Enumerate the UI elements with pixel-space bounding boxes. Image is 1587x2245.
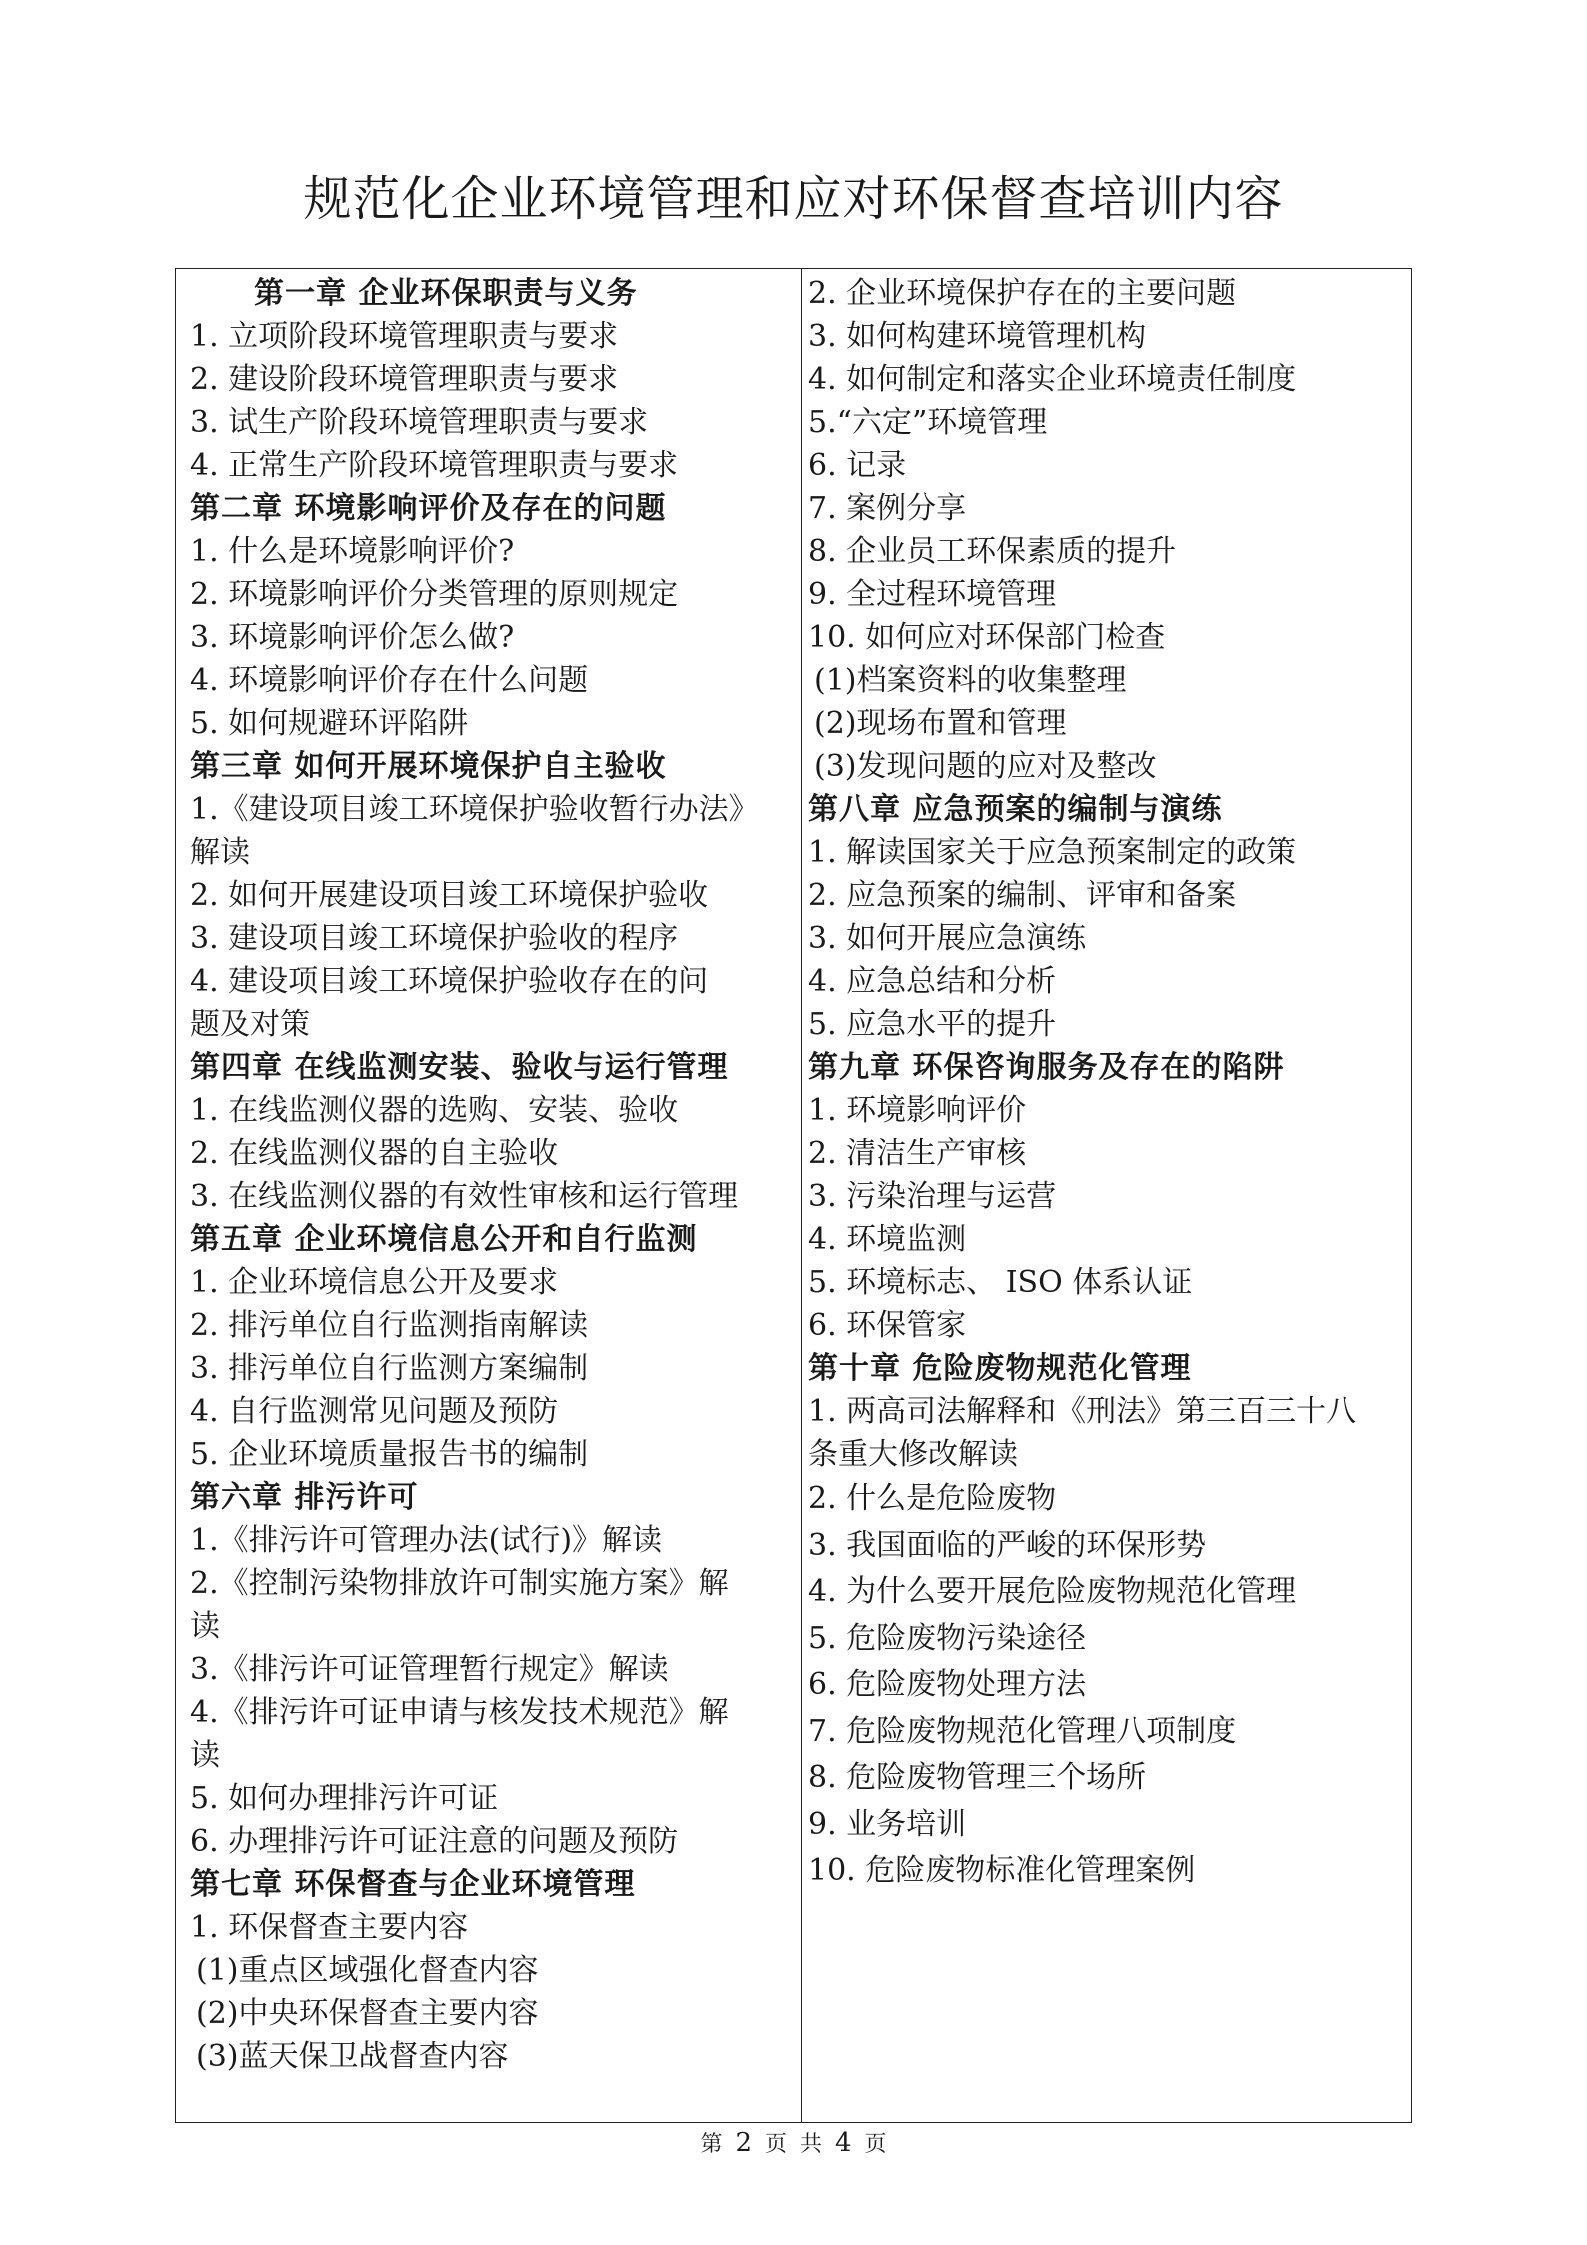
list-item: 9. 业务培训 <box>808 1806 967 1842</box>
footer-middle: 页 共 <box>765 2132 822 2157</box>
list-item: 4. 正常生产阶段环境管理职责与要求 <box>190 448 679 483</box>
list-item: 1. 在线监测仪器的选购、安装、验收 <box>190 1093 679 1128</box>
list-item: 读 <box>190 1738 220 1773</box>
chapter-heading: 第六章 排污许可 <box>190 1480 419 1515</box>
total-page-number: 4 <box>835 2128 852 2158</box>
chapter-heading: 第三章 如何开展环境保护自主验收 <box>190 749 667 784</box>
list-item: 4. 建设项目竣工环境保护验收存在的问 <box>190 964 709 999</box>
current-page-number: 2 <box>735 2128 752 2158</box>
list-item: 3. 环境影响评价怎么做? <box>190 620 515 655</box>
footer-suffix: 页 <box>864 2132 887 2157</box>
list-item: 4.《排污许可证申请与核发技术规范》解 <box>190 1695 729 1730</box>
list-item: 4. 如何制定和落实企业环境责任制度 <box>808 362 1297 397</box>
list-item: 2. 建设阶段环境管理职责与要求 <box>190 362 619 397</box>
list-item: 3. 我国面临的严峻的环保形势 <box>808 1527 1207 1563</box>
list-item: 7. 案例分享 <box>808 491 967 526</box>
sub-item: (2)现场布置和管理 <box>814 706 1067 741</box>
list-item: 1. 企业环境信息公开及要求 <box>190 1265 559 1300</box>
list-item: 2. 什么是危险废物 <box>808 1481 1057 1516</box>
list-item: 6. 环保管家 <box>808 1308 967 1343</box>
list-item: 3. 在线监测仪器的有效性审核和运行管理 <box>190 1179 739 1214</box>
list-item: 3. 建设项目竣工环境保护验收的程序 <box>190 921 679 956</box>
right-column <box>808 272 1408 1895</box>
list-item: 1. 立项阶段环境管理职责与要求 <box>190 319 619 354</box>
list-item: 8. 危险废物管理三个场所 <box>808 1760 1147 1795</box>
list-item: 5. 企业环境质量报告书的编制 <box>190 1437 589 1472</box>
column-divider <box>801 268 802 2123</box>
chapter-heading: 第十章 危险废物规范化管理 <box>808 1351 1192 1386</box>
list-item: 2. 清洁生产审核 <box>808 1136 1027 1171</box>
list-item: 10. 如何应对环保部门检查 <box>808 620 1166 655</box>
list-item: 8. 企业员工环保素质的提升 <box>808 534 1177 569</box>
sub-item: (3)蓝天保卫战督查内容 <box>196 2039 509 2074</box>
list-item: 3. 污染治理与运营 <box>808 1179 1057 1214</box>
list-item: 5. 环境标志、 ISO 体系认证 <box>808 1265 1193 1300</box>
sub-item: (3)发现问题的应对及整改 <box>814 749 1157 784</box>
list-item: 5. 应急水平的提升 <box>808 1007 1057 1042</box>
list-item: 10. 危险废物标准化管理案例 <box>808 1853 1196 1888</box>
list-item: 3. 试生产阶段环境管理职责与要求 <box>190 405 649 440</box>
list-item: 2. 环境影响评价分类管理的原则规定 <box>190 577 679 612</box>
list-item: 解读 <box>190 835 250 870</box>
list-item: 6. 记录 <box>808 448 907 483</box>
list-item: 题及对策 <box>190 1007 310 1042</box>
list-item: 6. 危险废物处理方法 <box>808 1667 1087 1702</box>
list-item: 1. 环境影响评价 <box>808 1093 1027 1128</box>
list-item: 4. 为什么要开展危险废物规范化管理 <box>808 1574 1297 1609</box>
chapter-heading: 第八章 应急预案的编制与演练 <box>808 792 1223 827</box>
list-item: 2. 排污单位自行监测指南解读 <box>190 1308 589 1343</box>
list-item: 9. 全过程环境管理 <box>808 577 1057 612</box>
list-item: 条重大修改解读 <box>808 1437 1018 1472</box>
list-item: 7. 危险废物规范化管理八项制度 <box>808 1713 1237 1749</box>
list-item: 1. 什么是环境影响评价? <box>190 534 515 569</box>
list-item: 3. 如何开展应急演练 <box>808 921 1087 956</box>
sub-item: (1)重点区域强化督查内容 <box>196 1953 539 1988</box>
list-item: 2. 如何开展建设项目竣工环境保护验收 <box>190 878 709 913</box>
list-item: 1. 解读国家关于应急预案制定的政策 <box>808 835 1297 870</box>
chapter-heading: 第一章 企业环保职责与义务 <box>254 276 638 311</box>
list-item: 3. 如何构建环境管理机构 <box>808 319 1147 354</box>
footer-prefix: 第 <box>700 2132 723 2157</box>
list-item: 2. 在线监测仪器的自主验收 <box>190 1136 559 1171</box>
list-item: 1. 两高司法解释和《刑法》第三百三十八 <box>808 1394 1357 1429</box>
list-item: 5. 危险废物污染途径 <box>808 1620 1087 1656</box>
list-item: 4. 应急总结和分析 <box>808 964 1057 999</box>
list-item: 4. 环境监测 <box>808 1222 967 1257</box>
page-footer <box>0 2127 1587 2158</box>
list-item: 5. 如何办理排污许可证 <box>190 1781 499 1816</box>
chapter-heading: 第二章 环境影响评价及存在的问题 <box>190 491 667 526</box>
sub-item: (1)档案资料的收集整理 <box>814 663 1127 698</box>
chapter-heading: 第五章 企业环境信息公开和自行监测 <box>190 1222 698 1257</box>
sub-item: (2)中央环保督查主要内容 <box>196 1996 539 2031</box>
list-item: 5.“六定”环境管理 <box>808 405 1048 440</box>
list-item: 3. 排污单位自行监测方案编制 <box>190 1351 589 1386</box>
list-item: 2.《控制污染物排放许可制实施方案》解 <box>190 1566 729 1601</box>
list-item: 1.《建设项目竣工环境保护验收暂行办法》 <box>190 792 759 827</box>
list-item: 5. 如何规避环评陷阱 <box>190 706 469 741</box>
list-item: 2. 应急预案的编制、评审和备案 <box>808 878 1237 913</box>
list-item: 6. 办理排污许可证注意的问题及预防 <box>190 1824 679 1859</box>
list-item: 4. 环境影响评价存在什么问题 <box>190 663 589 698</box>
list-item: 1. 环保督查主要内容 <box>190 1910 469 1945</box>
chapter-heading: 第七章 环保督查与企业环境管理 <box>190 1867 636 1902</box>
document-title: 规范化企业环境管理和应对环保督查培训内容 <box>303 171 1284 227</box>
chapter-heading: 第四章 在线监测安装、验收与运行管理 <box>190 1050 729 1085</box>
chapter-heading: 第九章 环保咨询服务及存在的陷阱 <box>808 1050 1285 1085</box>
list-item: 4. 自行监测常见问题及预防 <box>190 1394 559 1429</box>
list-item: 2. 企业环境保护存在的主要问题 <box>808 276 1237 311</box>
list-item: 3.《排污许可证管理暂行规定》解读 <box>190 1652 669 1687</box>
list-item: 读 <box>190 1609 220 1644</box>
left-column <box>190 272 790 2078</box>
list-item: 1.《排污许可管理办法(试行)》解读 <box>190 1523 663 1558</box>
